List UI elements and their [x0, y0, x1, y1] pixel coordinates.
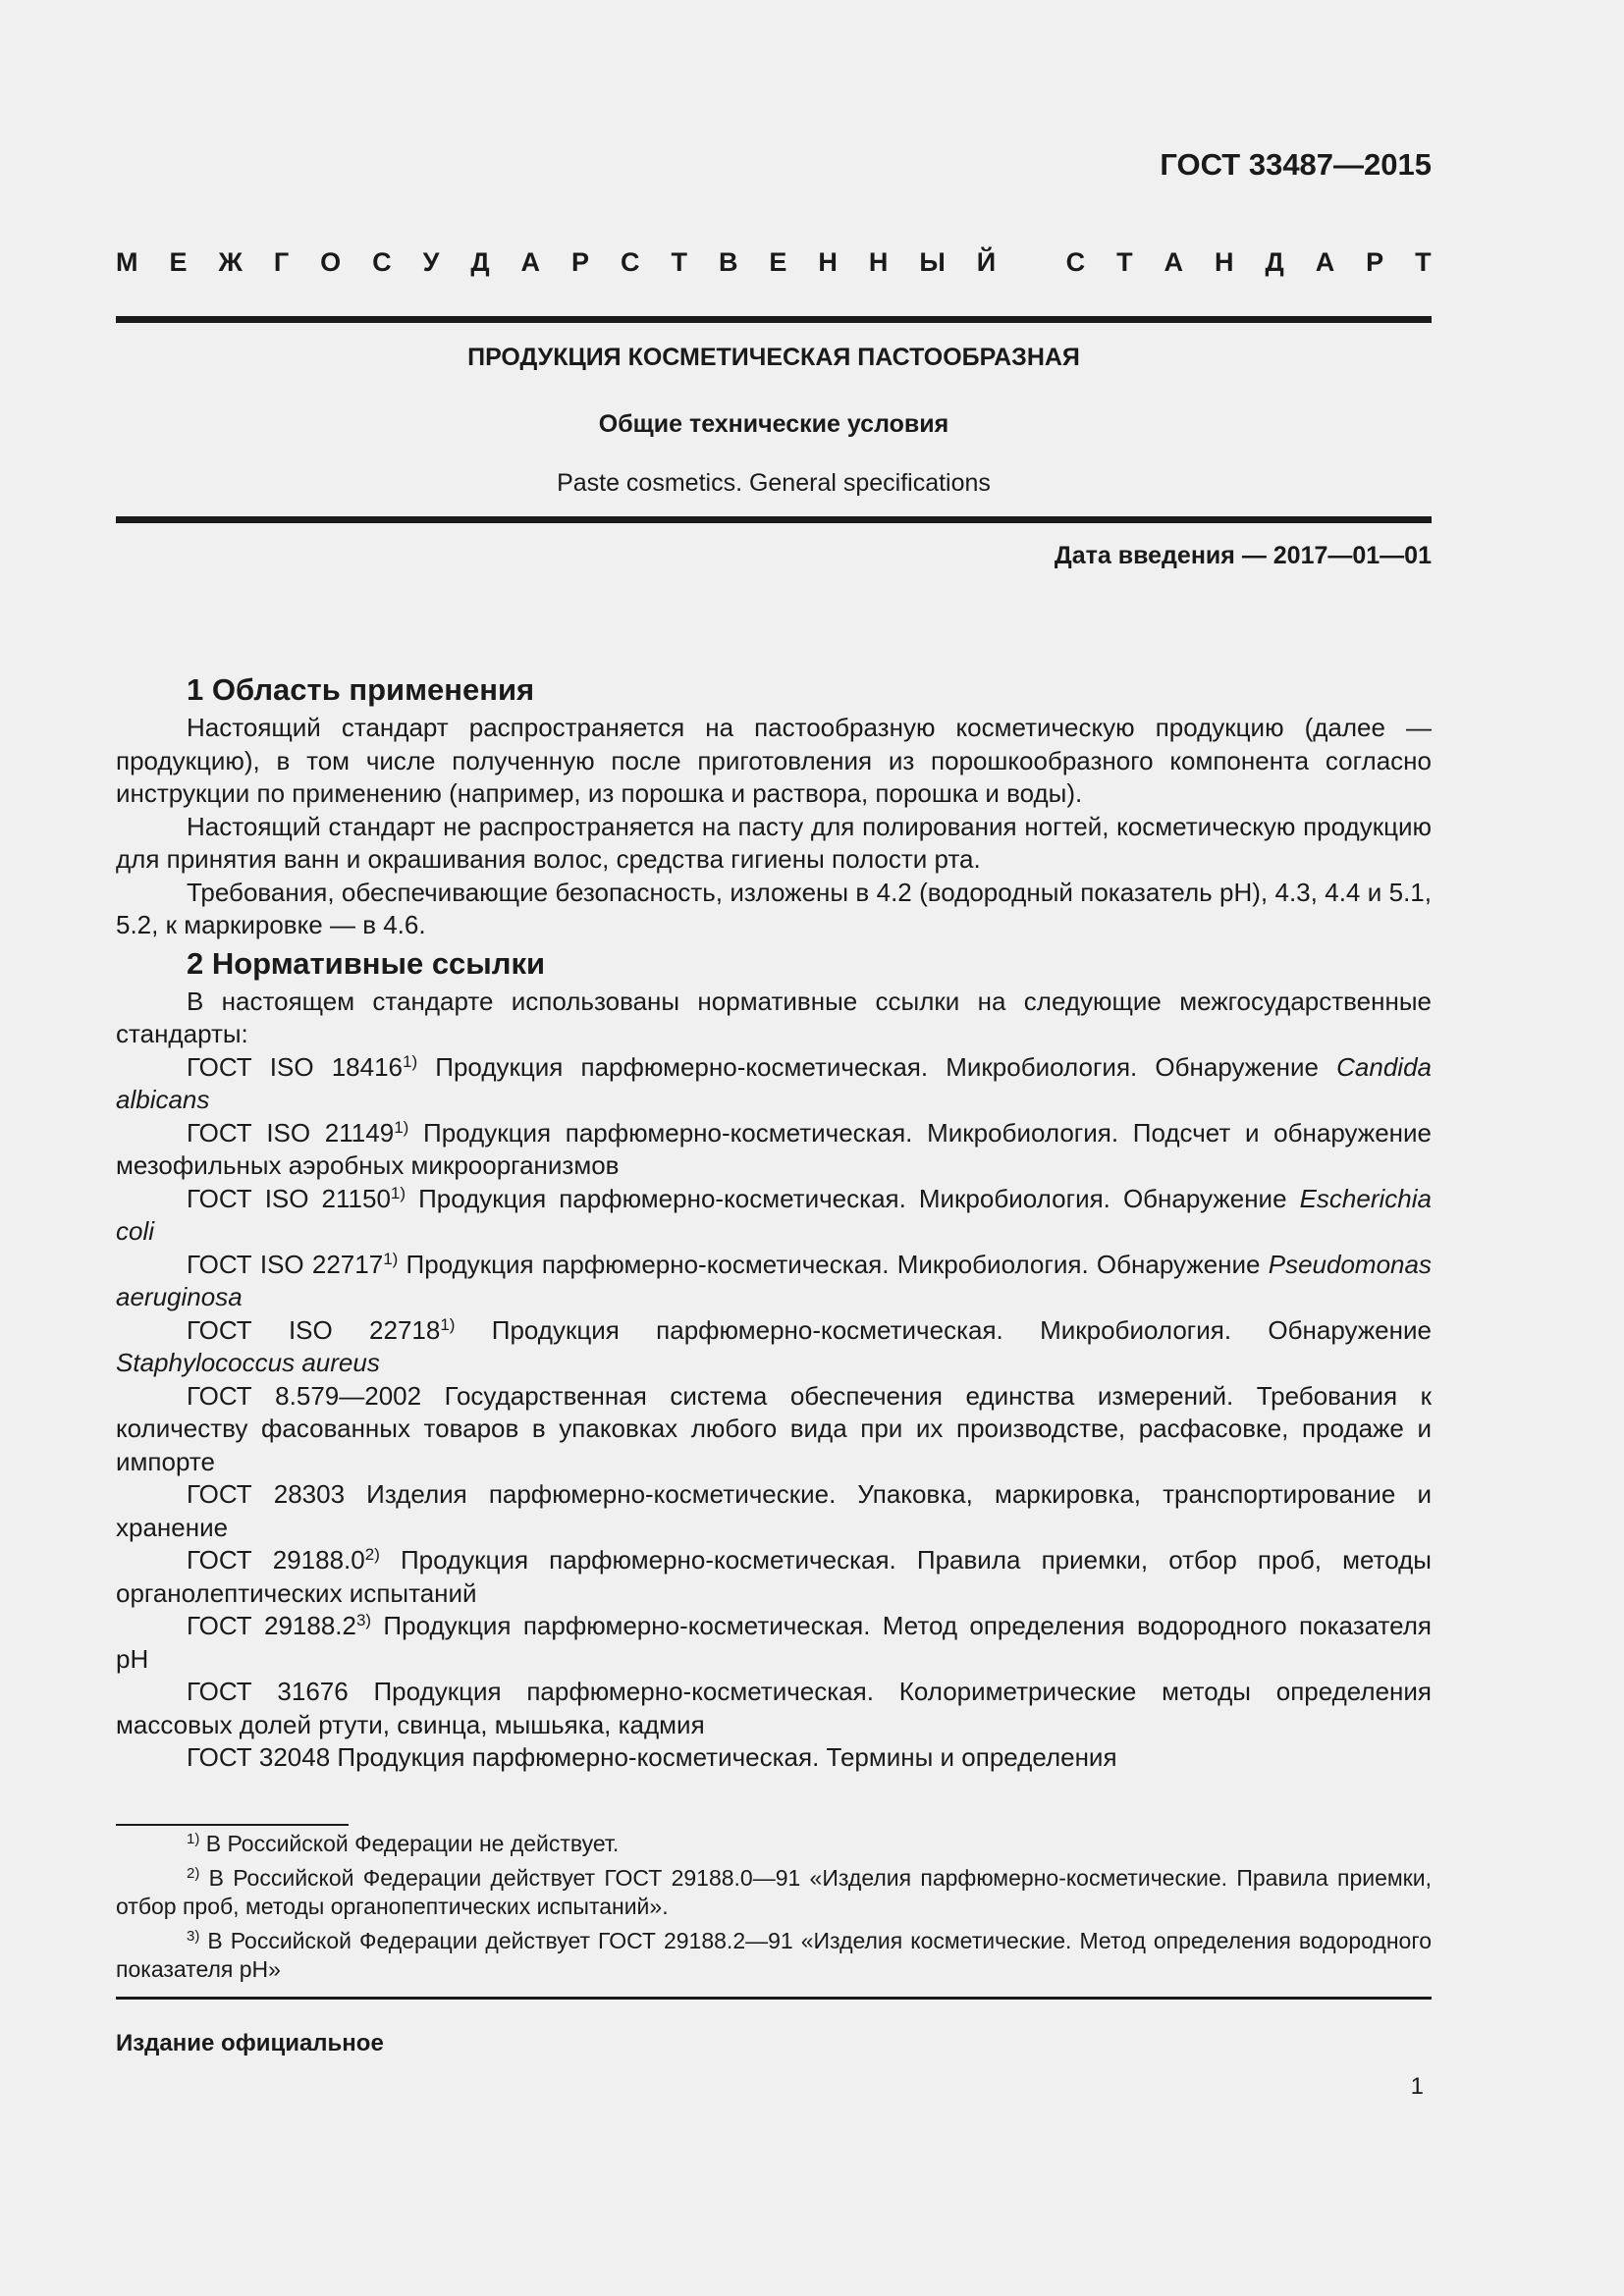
standard-type-heading — [116, 247, 1432, 278]
type-letter: Е — [169, 247, 188, 277]
footnote-separator — [116, 1824, 349, 1826]
standard-designation: ГОСТ 33487—2015 — [1160, 147, 1432, 182]
type-letter: Т — [1415, 247, 1432, 277]
section-2-intro: В настоящем стандарте использованы нормативные ссылки на следующие межгосударственные стандарты: — [116, 986, 1432, 1048]
reference-item: ГОСТ ISO 18416$^{1)}$ Продукция парфюмерно-косметическая. Микробиология. Обнаружение Candida albicans — [116, 1051, 1432, 1114]
type-word-gap — [1027, 247, 1035, 278]
type-letter: А — [1315, 247, 1335, 277]
type-letter: О — [320, 247, 342, 277]
type-letter: В — [718, 247, 738, 277]
reference-item: ГОСТ ISO 21149$^{1)}$ Продукция парфюмерно-косметическая. Микробиология. Подсчет и обнаружение мезофильных аэробных микроорганизмов — [116, 1117, 1433, 1180]
type-letter: Т — [671, 247, 687, 277]
type-letter: С — [621, 247, 640, 277]
type-letter: Д — [470, 247, 490, 277]
reference-item: ГОСТ 29188.0$^{2)}$ Продукция парфюмерно-косметическая. Правила приемки, отбор проб, методы органолептических испытаний — [116, 1545, 1432, 1608]
section-2-heading: 2 Нормативные ссылки — [187, 945, 546, 981]
type-letter: Н — [868, 247, 889, 277]
document-title-english: Paste cosmetics. General specifications — [557, 469, 991, 497]
type-letter: Ж — [218, 247, 243, 277]
reference-item: ГОСТ 8.579—2002 Государственная система обеспечения единства измерений. Требования к количеству фасованных товаров в упаковках любого вида при их производстве, расфасовке, продаже и импорте — [116, 1380, 1433, 1476]
type-letter: Й — [976, 247, 997, 277]
type-letter: Ы — [919, 247, 946, 277]
document-subtitle: Общие технические условия — [598, 410, 949, 438]
section-1-paragraph: Требования, обеспечивающие безопасность, изложены в 4.2 (водородный показатель pH), 4.3, 4.4 и 5.1, 5.2, к маркировке — в 4.6. — [116, 877, 1432, 939]
reference-item: ГОСТ 31676 Продукция парфюмерно-косметическая. Колориметрические методы определения массовых долей ртути, свинца, мышьяка, кадмия — [116, 1677, 1432, 1739]
type-letter: Е — [769, 247, 787, 277]
footnote: $^{3)}$ В Российской Федерации действует ГОСТ 29188.2—91 «Изделия косметические. Метод определения водородного показателя pH» — [116, 1928, 1432, 1982]
page-number: 1 — [1410, 2073, 1424, 2100]
type-letter: Н — [1215, 247, 1234, 277]
type-letter: Р — [571, 247, 590, 277]
footnotes — [116, 1830, 1432, 1990]
reference-item: ГОСТ 32048 Продукция парфюмерно-косметическая. Термины и определения — [187, 1742, 1117, 1772]
introduction-date: Дата введения — 2017—01—01 — [1054, 542, 1432, 569]
reference-item: ГОСТ ISO 22718$^{1)}$ Продукция парфюмерно-косметическая. Микробиология. Обнаружение Staphylococcus aureus — [116, 1314, 1432, 1377]
title-bottom-rule — [116, 516, 1432, 523]
reference-item: ГОСТ 28303 Изделия парфюмерно-косметические. Упаковка, маркировка, транспортирование и хранение — [116, 1479, 1433, 1542]
footnote: $^{1)}$ В Российской Федерации не действует. — [187, 1831, 620, 1856]
footer-rule — [116, 1997, 1432, 2000]
type-letter: Т — [1116, 247, 1133, 277]
type-letter: Г — [273, 247, 290, 277]
footnote: $^{2)}$ В Российской Федерации действует ГОСТ 29188.0—91 «Изделия парфюмерно-косметические. Правила приемки, отбор проб, методы органопептических испытаний». — [116, 1865, 1432, 1919]
document-title: ПРОДУКЦИЯ КОСМЕТИЧЕСКАЯ ПАСТООБРАЗНАЯ — [467, 344, 1080, 371]
reference-item: ГОСТ ISO 22717$^{1)}$ Продукция парфюмерно-косметическая. Микробиология. Обнаружение Pseudomonas aeruginosa — [116, 1249, 1432, 1311]
official-edition-label: Издание официальное — [116, 2030, 384, 2056]
reference-item: ГОСТ ISO 21150$^{1)}$ Продукция парфюмерно-косметическая. Микробиология. Обнаружение Escherichia coli — [116, 1183, 1432, 1246]
type-letter: А — [520, 247, 541, 277]
type-letter: Д — [1265, 247, 1284, 277]
type-letter: Н — [818, 247, 838, 277]
section-1-heading: 1 Область применения — [187, 672, 535, 707]
section-1-paragraph: Настоящий стандарт распространяется на пастообразную косметическую продукцию (далее — продукцию), в том числе полученную после приготовления из порошкообразного компонента согласно инструкции по применению (например, из порошка и раствора, порошка и воды). — [116, 713, 1432, 808]
type-letter: У — [422, 247, 440, 277]
reference-item: ГОСТ 29188.2$^{3)}$ Продукция парфюмерно-косметическая. Метод определения водородного показателя pH — [116, 1611, 1432, 1674]
top-rule — [116, 316, 1432, 323]
section-1-paragraph: Настоящий стандарт не распространяется на пасту для полирования ногтей, косметическую продукцию для принятия ванн и окрашивания волос, средства гигиены полости рта. — [116, 811, 1432, 874]
type-letter: С — [372, 247, 392, 277]
document-body — [116, 668, 1432, 1775]
type-letter: М — [116, 247, 138, 277]
type-letter: С — [1065, 247, 1086, 277]
type-letter: А — [1164, 247, 1184, 277]
type-letter: Р — [1366, 247, 1384, 277]
